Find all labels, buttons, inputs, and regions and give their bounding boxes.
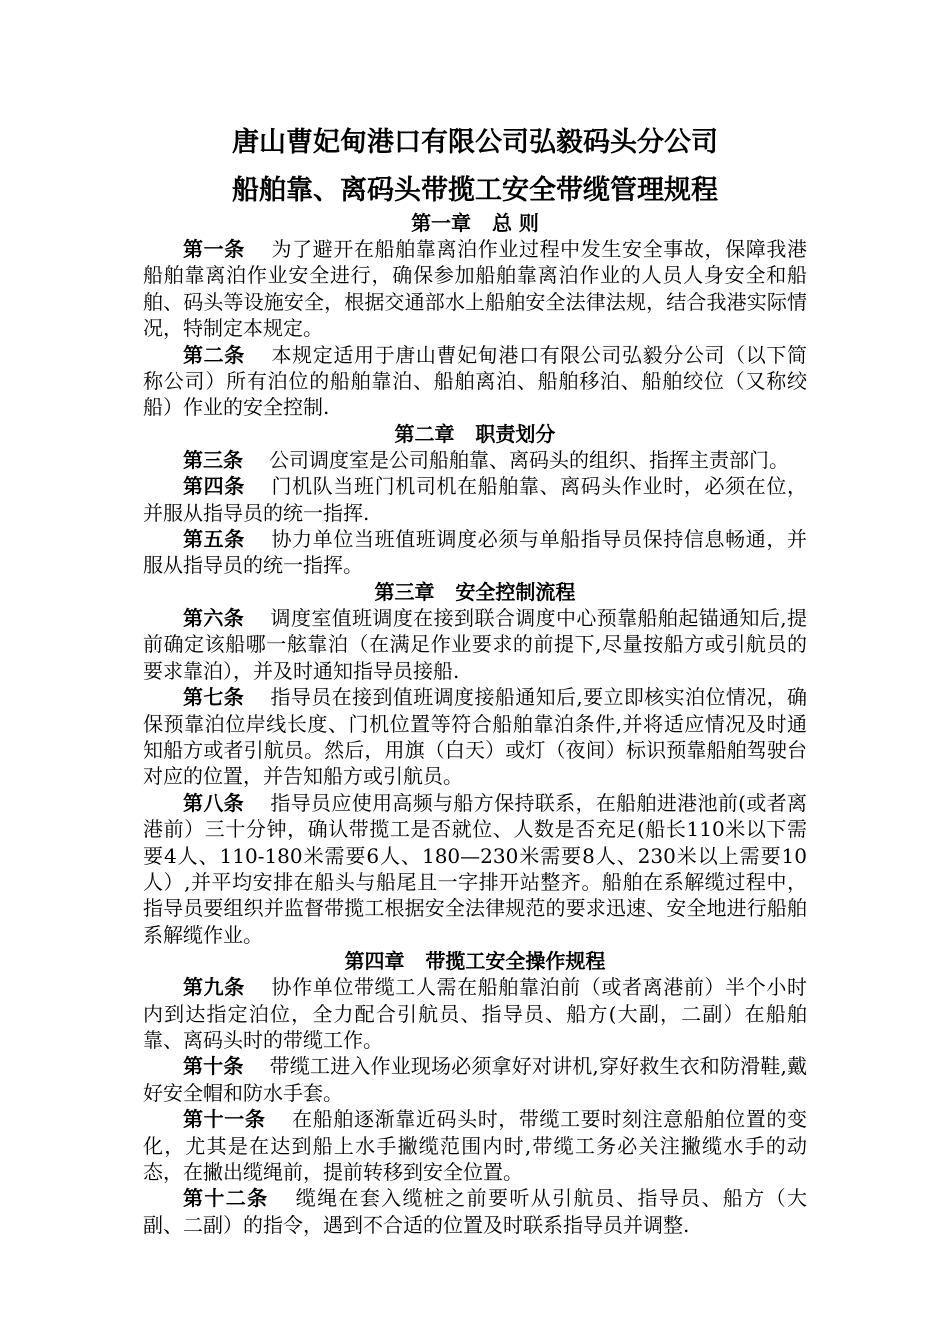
article-1-text: 为了避开在船舶靠离泊作业过程中发生安全事故，保障我港船舶靠离泊作业安全进行，确保参加船舶靠离泊作业的人员人身安全和船舶、码头等设施安全，根据交通部水上船舶安全法律法规，结合我港实际情况，特制定本规定。 [143,237,808,341]
article-2 [143,342,807,421]
chapter-2-heading: 第二章 职责划分 [394,421,556,446]
article-6-number: 第六条 [183,605,245,630]
article-7-text: 指导员在接到值班调度接船通知后,要立即核实泊位情况，确保预靠泊位岸线长度、门机位置等符合船舶靠泊条件,并将适应情况及时通知船方或者引航员。然后，用旗（白天）或灯（夜间）标识预靠船舶驾驶台对应的位置，并告知船方或引航员。 [143,685,808,789]
article-12-text: 缆绳在套入缆桩之前要听从引航员、指导员、船方（大副、二副）的指令，遇到不合适的位置及时联系指导员并调整. [143,1186,808,1237]
document-title-regulation: 船舶靠、离码头带揽工安全带缆管理规程 [232,175,718,206]
article-4 [143,473,807,526]
article-10-number: 第十条 [183,1054,244,1079]
article-8-number: 第八条 [183,790,245,815]
chapter-1-heading: 第一章 总 则 [411,211,539,235]
article-3-number: 第三条 [183,447,243,472]
article-12 [143,1185,807,1238]
article-11 [143,1106,807,1185]
article-7 [143,684,807,790]
article-10 [143,1053,807,1106]
article-5 [143,526,807,579]
document-title-company: 唐山曹妃甸港口有限公司弘毅码头分公司 [232,127,718,158]
chapter-3-heading: 第三章 安全控制流程 [374,579,576,604]
article-10-text: 带缆工进入作业现场必须拿好对讲机,穿好救生衣和防滑鞋,戴好安全帽和防水手套。 [143,1054,808,1105]
article-2-number: 第二条 [183,342,245,367]
article-3-text: 公司调度室是公司船舶靠、离码头的组织、指挥主责部门。 [269,447,789,472]
article-11-text: 在船舶逐渐靠近码头时，带缆工要时刻注意船舶位置的变化，尤其是在达到船上水手撇缆范围内时,带缆工务必关注撇缆水手的动态，在撇出缆绳前，提前转移到安全位置。 [143,1107,808,1184]
article-9-text: 协作单位带缆工人需在船舶靠泊前（或者离港前）半个小时内到达指定泊位，全力配合引航员、指导员、船方(大副，二副）在船舶靠、离码头时的带缆工作。 [143,975,808,1052]
article-6-text: 调度室值班调度在接到联合调度中心预靠船舶起锚通知后,提前确定该船哪一舷靠泊（在满足作业要求的前提下,尽量按船方或引航员的要求靠泊），并及时通知指导员接船. [143,605,808,683]
article-9-number: 第九条 [183,975,245,1000]
article-6 [143,605,807,684]
article-5-number: 第五条 [183,527,245,552]
chapter-4-heading: 第四章 带揽工安全操作规程 [344,949,606,974]
article-4-number: 第四条 [183,474,245,499]
document-page [143,128,807,1238]
article-11-number: 第十一条 [183,1107,266,1132]
article-1 [143,236,807,342]
article-7-number: 第七条 [183,685,245,710]
article-1-number: 第一条 [183,237,245,261]
article-9 [143,974,807,1053]
article-8-text: 指导员应使用高频与船方保持联系，在船舶进港池前(或者离港前）三十分钟，确认带揽工是否就位、人数是否充足(船长110米以下需要4人、110-180米需要6人、180—230米需要8人、230米以上需要10人）,并平均安排在船头与船尾且一字排开站整齐。船舶在系解缆过程中，指导员要组织并监督带揽工根据安全法律规范的要求迅速、安全地进行船舶系解缆作业。 [143,790,808,947]
article-12-number: 第十二条 [183,1186,269,1211]
article-3 [143,447,807,473]
article-8 [143,790,807,948]
article-5-text: 协力单位当班值班调度必须与单船指导员保持信息畅通，并服从指导员的统一指挥。 [143,527,808,578]
article-4-text: 门机队当班门机司机在船舶靠、离码头作业时，必须在位，并服从指导员的统一指挥. [143,474,808,525]
article-2-text: 本规定适用于唐山曹妃甸港口有限公司弘毅分公司（以下简称公司）所有泊位的船舶靠泊、船舶离泊、船舶移泊、船舶绞位（又称绞船）作业的安全控制. [143,342,808,420]
